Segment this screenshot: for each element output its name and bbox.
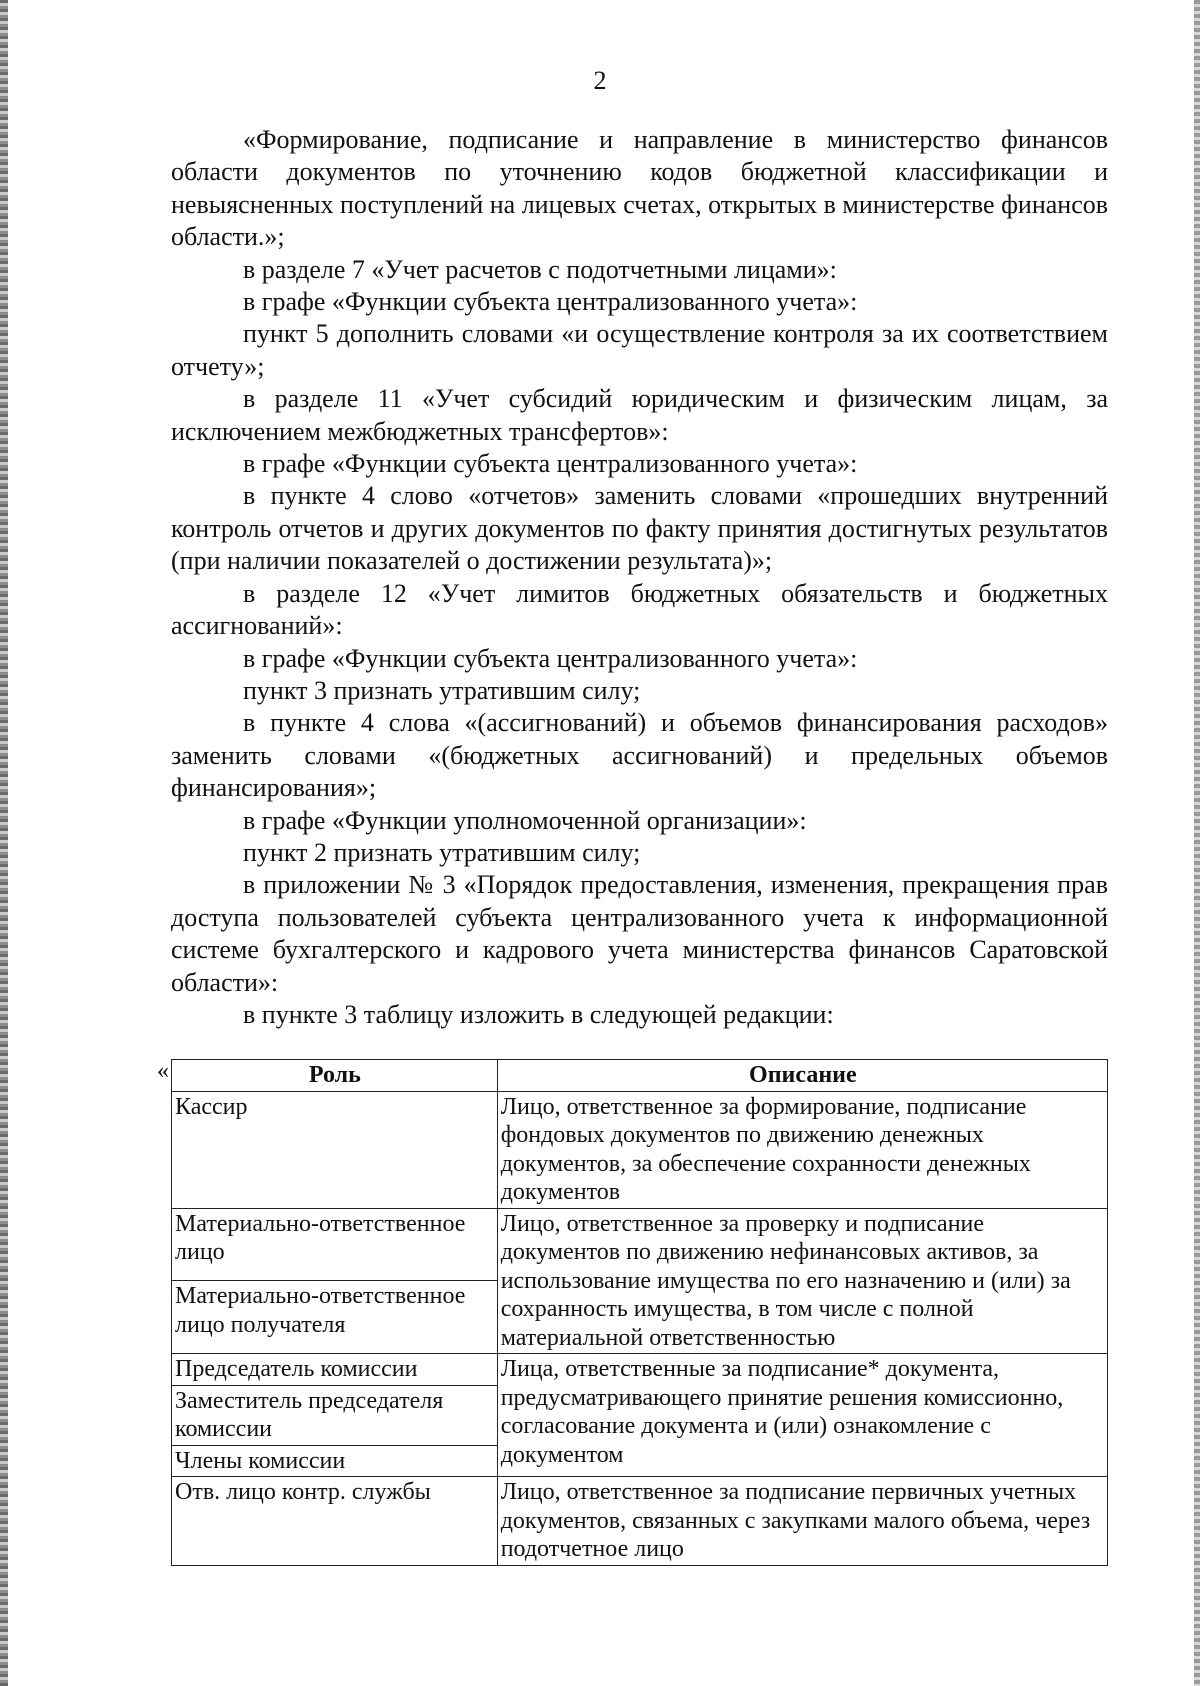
scan-edge-left	[0, 0, 8, 1686]
paragraph: пункт 2 признать утратившим силу;	[243, 837, 641, 867]
description-cell: Лицо, ответственное за формирование, подписание фондовых документов по движению денежных документов, за обеспечение сохранности денежных документов	[497, 1091, 1107, 1208]
description-cell: Лицо, ответственное за проверку и подписание документов по движению нефинансовых активов, за использование имущества по его назначению и (или) за сохранность имущества, в том числе с полной материальной ответственностью	[497, 1208, 1107, 1354]
paragraph: «Формирование, подписание и направление в министерство финансов области документов по уточнению кодов бюджетной классификации и невыясненных поступлений на лицевых счетах, открытых в министерстве финансов области.»;	[171, 125, 1109, 252]
paragraph: в разделе 11 «Учет субсидий юридическим и физическим лицам, за исключением межбюджетных трансфертов»:	[171, 384, 1108, 446]
paragraph: в пункте 4 слова «(ассигнований) и объемов финансирования расходов» заменить словами «(бюджетных ассигнований) и предельных объемов финансирования»;	[171, 708, 1108, 803]
table-row	[172, 1354, 1108, 1386]
role-cell: Члены комиссии	[172, 1445, 498, 1477]
role-cell: Материально-ответственное лицо	[172, 1208, 498, 1281]
table-row	[172, 1208, 1108, 1281]
role-cell: Материально-ответственное лицо получателя	[172, 1281, 498, 1354]
table-open-quote: «	[157, 1058, 169, 1084]
paragraph: в пункте 3 таблицу изложить в следующей редакции:	[243, 999, 834, 1029]
role-cell: Отв. лицо контр. службы	[172, 1477, 498, 1566]
header-description: Описание	[497, 1060, 1107, 1092]
page-number: 2	[593, 66, 607, 95]
paragraph: в пункте 4 слово «отчетов» заменить словами «прошедших внутренний контроль отчетов и других документов по факту принятия достигнутых результатов (при наличии показателей о достижении результата)»;	[171, 481, 1108, 576]
paragraph: пункт 3 признать утратившим силу;	[243, 675, 641, 705]
paragraph: в разделе 7 «Учет расчетов с подотчетными лицами»:	[243, 254, 837, 284]
paragraph: в графе «Функции субъекта централизованного учета»:	[243, 449, 858, 479]
role-cell: Кассир	[172, 1091, 498, 1208]
description-cell: Лица, ответственные за подписание* документа, предусматривающего принятие решения комиссионно, согласование документа и (или) ознакомление с документом	[497, 1354, 1107, 1477]
role-cell: Председатель комиссии	[172, 1354, 498, 1386]
table-header-row	[172, 1060, 1108, 1092]
paragraph: в разделе 12 «Учет лимитов бюджетных обязательств и бюджетных ассигнований»:	[171, 578, 1108, 641]
role-cell: Заместитель председателя комиссии	[172, 1385, 498, 1445]
header-role: Роль	[172, 1060, 498, 1092]
paragraph: в приложении № 3 «Порядок предоставления, изменения, прекращения прав доступа пользователей субъекта централизованного учета к информационной системе бухгалтерского и кадрового учета министерства финансов Саратовской области»:	[171, 870, 1108, 997]
table-row	[172, 1477, 1108, 1566]
scan-edge-right	[1194, 0, 1200, 1686]
roles-table	[171, 1059, 1108, 1566]
paragraph: в графе «Функции субъекта централизованного учета»:	[243, 643, 858, 673]
table-row	[172, 1091, 1108, 1208]
description-cell: Лицо, ответственное за подписание первичных учетных документов, связанных с закупками малого объема, через подотчетное лицо	[497, 1477, 1107, 1566]
paragraph: пункт 5 дополнить словами «и осуществление контроля за их соответствием отчету»;	[171, 319, 1108, 381]
paragraph: в графе «Функции уполномоченной организации»:	[243, 805, 807, 835]
paragraph: в графе «Функции субъекта централизованного учета»:	[243, 287, 858, 317]
document-body	[171, 124, 1108, 1031]
